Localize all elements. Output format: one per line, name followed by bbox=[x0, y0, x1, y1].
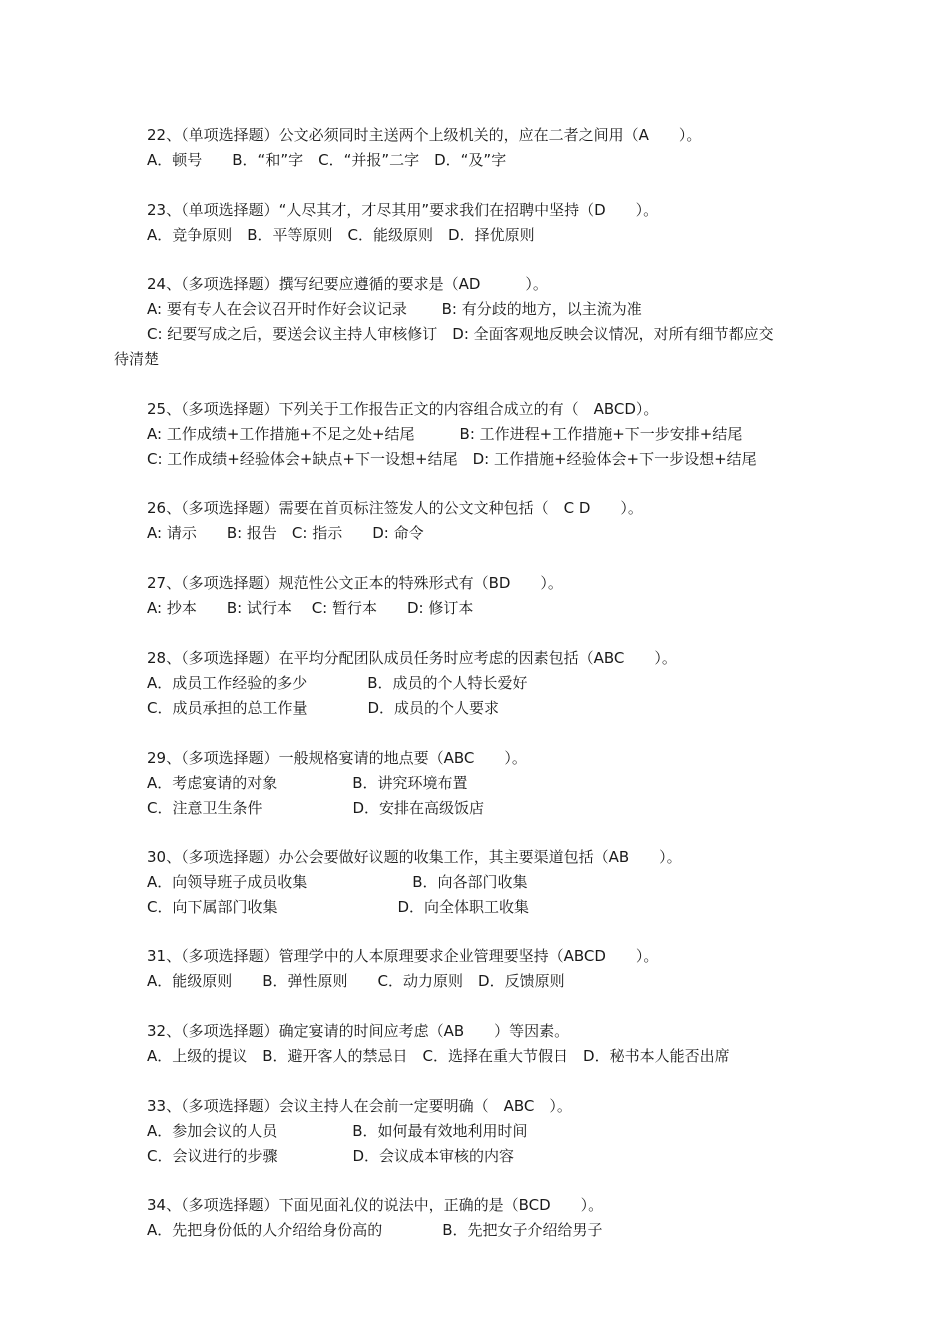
answer-options: A: 请示 B: 报告 C: 指示 D: 命令 bbox=[147, 524, 424, 542]
answer-options: A: 工作成绩+工作措施+不足之处+结尾 B: 工作进程+工作措施+下一步安排+结尾 bbox=[147, 425, 743, 443]
answer-options: A．顿号 B．“和”字 C．“并报”二字 D．“及”字 bbox=[147, 151, 507, 169]
answer-options: C: 工作成绩+经验体会+缺点+下一设想+结尾 D: 工作措施+经验体会+下一步设想+结尾 bbox=[147, 450, 757, 468]
answer-options: A．参加会议的人员 B．如何最有效地利用时间 bbox=[147, 1122, 528, 1140]
answer-options: C．注意卫生条件 D．安排在高级饭店 bbox=[147, 799, 485, 817]
answer-options: C: 纪要写成之后，要送会议主持人审核修订 D: 全面客观地反映会议情况，对所有细节都应交 bbox=[147, 325, 774, 343]
question-text: 24、（多项选择题）撰写纪要应遵循的要求是（AD ）。 bbox=[147, 275, 548, 293]
question-text: 29、（多项选择题）一般规格宴请的地点要（ABC ）。 bbox=[147, 749, 527, 767]
question-text: 27、（多项选择题）规范性公文正本的特殊形式有（BD ）。 bbox=[147, 574, 563, 592]
question-text: 32、（多项选择题）确定宴请的时间应考虑（AB ）等因素。 bbox=[147, 1022, 570, 1040]
answer-options: C．会议进行的步骤 D．会议成本审核的内容 bbox=[147, 1147, 515, 1165]
answer-options: A: 抄本 B: 试行本 C: 暂行本 D: 修订本 bbox=[147, 599, 474, 617]
question-text: 22、（单项选择题）公文必须同时主送两个上级机关的，应在二者之间用（A ）。 bbox=[147, 126, 702, 144]
answer-options: A: 要有专人在会议召开时作好会议记录 B: 有分歧的地方，以主流为准 bbox=[147, 300, 642, 318]
question-text: 23、（单项选择题）“人尽其才，才尽其用”要求我们在招聘中坚持（D ）。 bbox=[147, 201, 659, 219]
answer-options: C．成员承担的总工作量 D．成员的个人要求 bbox=[147, 699, 500, 717]
answer-options: A．竞争原则 B．平等原则 C．能级原则 D．择优原则 bbox=[147, 226, 535, 244]
question-text: 26、（多项选择题）需要在首页标注签发人的公文文种包括（ C D ）。 bbox=[147, 499, 643, 517]
answer-options: A．成员工作经验的多少 B．成员的个人特长爱好 bbox=[147, 674, 528, 692]
answer-options: C．向下属部门收集 D．向全体职工收集 bbox=[147, 898, 530, 916]
answer-options: A．先把身份低的人介绍给身份高的 B．先把女子介绍给男子 bbox=[147, 1221, 603, 1239]
question-text: 28、（多项选择题）在平均分配团队成员任务时应考虑的因素包括（ABC ）。 bbox=[147, 649, 677, 667]
question-text: 34、（多项选择题）下面见面礼仪的说法中，正确的是（BCD ）。 bbox=[147, 1196, 604, 1214]
question-text: 30、（多项选择题）办公会要做好议题的收集工作，其主要渠道包括（AB ）。 bbox=[147, 848, 682, 866]
answer-options: A．上级的提议 B．避开客人的禁忌日 C．选择在重大节假日 D．秘书本人能否出席 bbox=[147, 1047, 730, 1065]
answer-options: A．考虑宴请的对象 B．讲究环境布置 bbox=[147, 774, 468, 792]
question-text: 33、（多项选择题）会议主持人在会前一定要明确（ ABC ）。 bbox=[147, 1097, 572, 1115]
answer-options: A．能级原则 B．弹性原则 C．动力原则 D．反馈原则 bbox=[147, 972, 565, 990]
answer-options-continuation: 待清楚 bbox=[114, 350, 160, 368]
question-text: 25、（多项选择题）下列关于工作报告正文的内容组合成立的有（ ABCD）。 bbox=[147, 400, 659, 418]
question-text: 31、（多项选择题）管理学中的人本原理要求企业管理要坚持（ABCD ）。 bbox=[147, 947, 659, 965]
answer-options: A．向领导班子成员收集 B．向各部门收集 bbox=[147, 873, 528, 891]
